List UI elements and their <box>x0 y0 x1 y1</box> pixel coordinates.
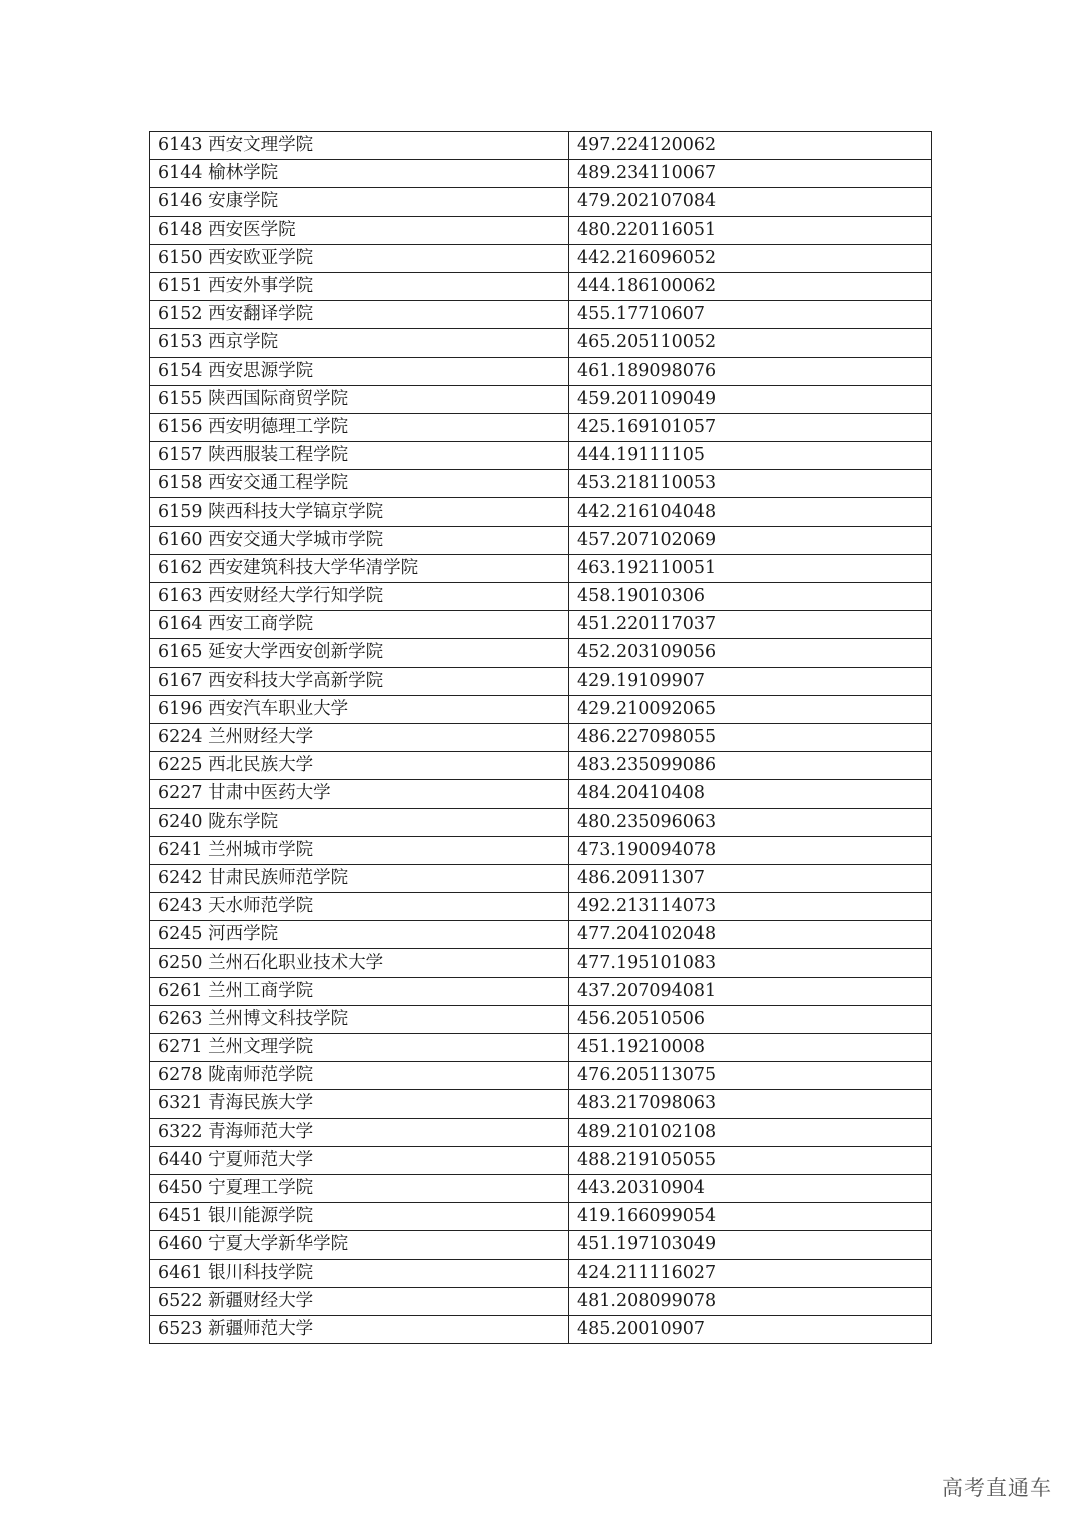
score-cell: 453.218110053 <box>569 470 932 498</box>
score-cell: 483.235099086 <box>569 752 932 780</box>
school-cell: 6440 宁夏师范大学 <box>150 1146 569 1174</box>
school-cell: 6225 西北民族大学 <box>150 752 569 780</box>
score-cell: 452.203109056 <box>569 639 932 667</box>
score-cell: 486.227098055 <box>569 723 932 751</box>
school-cell: 6160 西安交通大学城市学院 <box>150 526 569 554</box>
school-cell: 6243 天水师范学院 <box>150 893 569 921</box>
school-cell: 6227 甘肃中医药大学 <box>150 780 569 808</box>
table-row <box>150 188 932 216</box>
table-row <box>150 554 932 582</box>
table-row <box>150 413 932 441</box>
table-row <box>150 1315 932 1343</box>
score-cell: 424.211116027 <box>569 1259 932 1287</box>
school-cell: 6158 西安交通工程学院 <box>150 470 569 498</box>
school-cell: 6152 西安翻译学院 <box>150 301 569 329</box>
score-cell: 497.224120062 <box>569 132 932 160</box>
school-cell: 6167 西安科技大学高新学院 <box>150 667 569 695</box>
table-row <box>150 639 932 667</box>
score-cell: 457.207102069 <box>569 526 932 554</box>
table-row <box>150 526 932 554</box>
score-cell: 481.208099078 <box>569 1287 932 1315</box>
table-row <box>150 470 932 498</box>
score-cell: 443.20310904 <box>569 1174 932 1202</box>
school-cell: 6250 兰州石化职业技术大学 <box>150 949 569 977</box>
table-row <box>150 808 932 836</box>
school-cell: 6261 兰州工商学院 <box>150 977 569 1005</box>
school-cell: 6148 西安医学院 <box>150 216 569 244</box>
school-cell: 6241 兰州城市学院 <box>150 836 569 864</box>
table-row <box>150 498 932 526</box>
table-row <box>150 949 932 977</box>
table-row <box>150 1287 932 1315</box>
school-cell: 6162 西安建筑科技大学华清学院 <box>150 554 569 582</box>
school-cell: 6146 安康学院 <box>150 188 569 216</box>
school-cell: 6163 西安财经大学行知学院 <box>150 583 569 611</box>
score-cell: 444.186100062 <box>569 272 932 300</box>
table-row <box>150 1259 932 1287</box>
score-cell: 458.19010306 <box>569 583 932 611</box>
admission-score-table-container <box>149 131 930 1344</box>
score-cell: 442.216096052 <box>569 244 932 272</box>
score-cell: 419.166099054 <box>569 1203 932 1231</box>
score-cell: 459.201109049 <box>569 385 932 413</box>
school-cell: 6245 河西学院 <box>150 921 569 949</box>
school-cell: 6156 西安明德理工学院 <box>150 413 569 441</box>
table-row <box>150 132 932 160</box>
table-row <box>150 1203 932 1231</box>
table-row <box>150 921 932 949</box>
score-cell: 451.220117037 <box>569 611 932 639</box>
table-row <box>150 977 932 1005</box>
school-cell: 6153 西京学院 <box>150 329 569 357</box>
school-cell: 6240 陇东学院 <box>150 808 569 836</box>
score-cell: 451.197103049 <box>569 1231 932 1259</box>
table-row <box>150 442 932 470</box>
school-cell: 6151 西安外事学院 <box>150 272 569 300</box>
score-cell: 442.216104048 <box>569 498 932 526</box>
school-cell: 6278 陇南师范学院 <box>150 1062 569 1090</box>
school-cell: 6271 兰州文理学院 <box>150 1034 569 1062</box>
score-cell: 480.235096063 <box>569 808 932 836</box>
table-row <box>150 780 932 808</box>
school-cell: 6224 兰州财经大学 <box>150 723 569 751</box>
table-row <box>150 301 932 329</box>
table-row <box>150 160 932 188</box>
school-cell: 6159 陕西科技大学镐京学院 <box>150 498 569 526</box>
score-cell: 484.20410408 <box>569 780 932 808</box>
score-cell: 437.207094081 <box>569 977 932 1005</box>
table-row <box>150 1118 932 1146</box>
score-cell: 451.19210008 <box>569 1034 932 1062</box>
table-row <box>150 1034 932 1062</box>
admission-score-table <box>149 131 932 1344</box>
table-row <box>150 723 932 751</box>
score-cell: 492.213114073 <box>569 893 932 921</box>
score-cell: 477.195101083 <box>569 949 932 977</box>
score-cell: 476.205113075 <box>569 1062 932 1090</box>
school-cell: 6164 西安工商学院 <box>150 611 569 639</box>
score-cell: 480.220116051 <box>569 216 932 244</box>
school-cell: 6165 延安大学西安创新学院 <box>150 639 569 667</box>
table-row <box>150 695 932 723</box>
table-row <box>150 864 932 892</box>
school-cell: 6461 银川科技学院 <box>150 1259 569 1287</box>
score-cell: 489.210102108 <box>569 1118 932 1146</box>
table-row <box>150 329 932 357</box>
school-cell: 6150 西安欧亚学院 <box>150 244 569 272</box>
score-cell: 461.189098076 <box>569 357 932 385</box>
table-row <box>150 752 932 780</box>
score-cell: 486.20911307 <box>569 864 932 892</box>
table-row <box>150 216 932 244</box>
score-cell: 483.217098063 <box>569 1090 932 1118</box>
score-cell: 479.202107084 <box>569 188 932 216</box>
school-cell: 6522 新疆财经大学 <box>150 1287 569 1315</box>
table-row <box>150 1005 932 1033</box>
school-cell: 6460 宁夏大学新华学院 <box>150 1231 569 1259</box>
table-row <box>150 836 932 864</box>
school-cell: 6321 青海民族大学 <box>150 1090 569 1118</box>
school-cell: 6196 西安汽车职业大学 <box>150 695 569 723</box>
table-row <box>150 385 932 413</box>
school-cell: 6144 榆林学院 <box>150 160 569 188</box>
score-cell: 465.205110052 <box>569 329 932 357</box>
school-cell: 6322 青海师范大学 <box>150 1118 569 1146</box>
table-row <box>150 1090 932 1118</box>
table-row <box>150 244 932 272</box>
table-row <box>150 611 932 639</box>
school-cell: 6157 陕西服装工程学院 <box>150 442 569 470</box>
school-cell: 6154 西安思源学院 <box>150 357 569 385</box>
watermark-text: 高考直通车 <box>942 1476 1052 1500</box>
score-cell: 489.234110067 <box>569 160 932 188</box>
score-cell: 477.204102048 <box>569 921 932 949</box>
table-row <box>150 893 932 921</box>
table-row <box>150 667 932 695</box>
score-cell: 488.219105055 <box>569 1146 932 1174</box>
score-cell: 444.19111105 <box>569 442 932 470</box>
table-row <box>150 1231 932 1259</box>
school-cell: 6451 银川能源学院 <box>150 1203 569 1231</box>
score-cell: 429.19109907 <box>569 667 932 695</box>
score-cell: 429.210092065 <box>569 695 932 723</box>
school-cell: 6263 兰州博文科技学院 <box>150 1005 569 1033</box>
score-cell: 455.17710607 <box>569 301 932 329</box>
table-row <box>150 1174 932 1202</box>
school-cell: 6450 宁夏理工学院 <box>150 1174 569 1202</box>
score-cell: 473.190094078 <box>569 836 932 864</box>
score-cell: 463.192110051 <box>569 554 932 582</box>
table-row <box>150 1062 932 1090</box>
score-cell: 485.20010907 <box>569 1315 932 1343</box>
score-cell: 456.20510506 <box>569 1005 932 1033</box>
school-cell: 6523 新疆师范大学 <box>150 1315 569 1343</box>
table-row <box>150 272 932 300</box>
table-body <box>150 132 932 1344</box>
table-row <box>150 583 932 611</box>
school-cell: 6155 陕西国际商贸学院 <box>150 385 569 413</box>
school-cell: 6143 西安文理学院 <box>150 132 569 160</box>
school-cell: 6242 甘肃民族师范学院 <box>150 864 569 892</box>
table-row <box>150 357 932 385</box>
score-cell: 425.169101057 <box>569 413 932 441</box>
table-row <box>150 1146 932 1174</box>
